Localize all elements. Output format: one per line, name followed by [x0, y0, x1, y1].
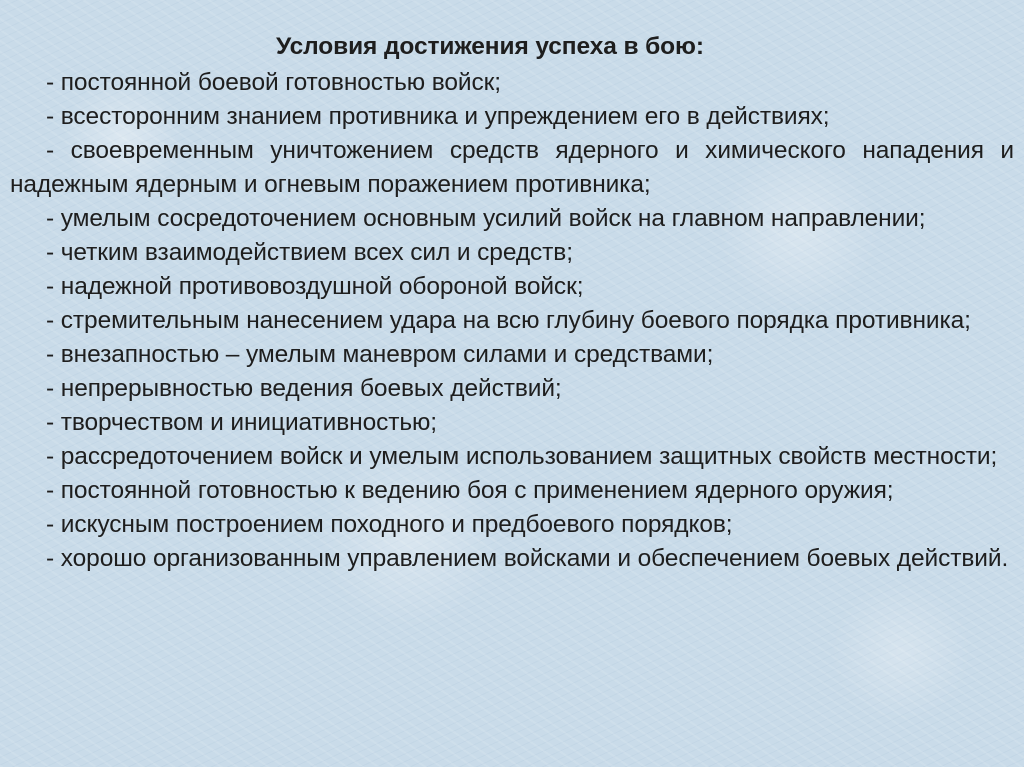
- list-item: - всесторонним знанием противника и упреждением его в действиях;: [46, 103, 830, 130]
- list-item: - стремительным нанесением удара на всю глубину боевого порядка противника;: [46, 307, 971, 334]
- list-item: - четким взаимодействием всех сил и средств;: [46, 239, 573, 266]
- list-item: - надежной противовоздушной обороной войск;: [46, 273, 584, 300]
- list-item: - рассредоточением войск и умелым использованием защитных свойств местности;: [46, 443, 998, 470]
- list-item: - искусным построением походного и предбоевого порядков;: [46, 511, 733, 538]
- list-item: - умелым сосредоточением основным усилий войск на главном направлении;: [46, 205, 926, 232]
- list-item: - хорошо организованным управлением войсками и обеспечением боевых действий.: [46, 545, 1009, 572]
- list-item: - постоянной боевой готовностью войск;: [46, 69, 501, 96]
- slide-title: Условия достижения успеха в бою:: [276, 33, 704, 60]
- list-item: - постоянной готовностью к ведению боя с применением ядерного оружия;: [46, 477, 894, 504]
- list-item: - внезапностью – умелым маневром силами и средствами;: [46, 341, 714, 368]
- slide-content: [10, 30, 1014, 576]
- list-item: - творчеством и инициативностью;: [46, 409, 438, 436]
- list-item: - непрерывностью ведения боевых действий;: [46, 375, 562, 402]
- list-item: - своевременным уничтожением средств ядерного и химического нападения и надежным ядерным и огневым поражением противника;: [10, 137, 1014, 198]
